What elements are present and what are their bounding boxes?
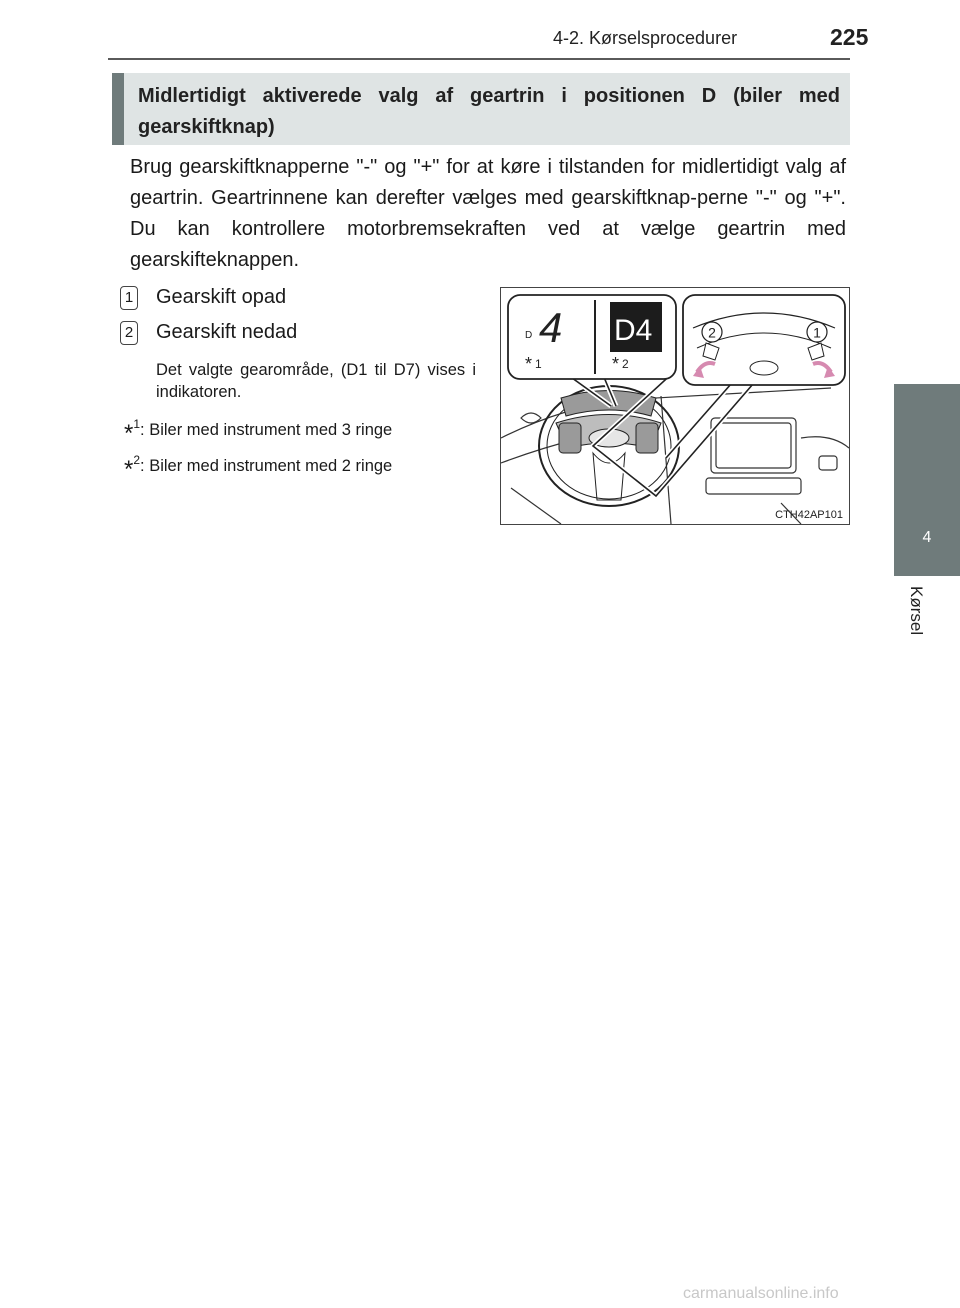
section-title: Midlertidigt aktiverede valg af geartrin i positionen D (biler med gearskiftknap) bbox=[138, 85, 840, 138]
footnote-text: : Biler med instrument med 2 ringe bbox=[140, 457, 393, 475]
gear-indicator-small-d: D bbox=[525, 330, 533, 341]
display-star: * bbox=[525, 354, 533, 374]
footnote-2 bbox=[124, 449, 392, 481]
footnote-text: : Biler med instrument med 3 ringe bbox=[140, 421, 393, 439]
section-heading-box bbox=[112, 73, 850, 145]
footnote-star: * bbox=[124, 456, 134, 483]
wheel-closeup-inset bbox=[683, 295, 845, 385]
page-number: 225 bbox=[830, 24, 869, 50]
callout-circle-1-label: 1 bbox=[813, 324, 821, 341]
footnote-number: 2 bbox=[133, 453, 141, 467]
left-paddle bbox=[559, 423, 581, 453]
dashboard-drawing bbox=[501, 288, 849, 524]
right-paddle bbox=[636, 423, 658, 453]
d4-display-text: D4 bbox=[614, 314, 653, 347]
callout-badge: 2 bbox=[120, 321, 138, 345]
gear-display-inset bbox=[508, 295, 676, 379]
callout-label: Gearskift opad bbox=[156, 286, 287, 308]
chapter-tab bbox=[894, 384, 960, 576]
callout-label: Gearskift nedad bbox=[156, 321, 298, 343]
chapter-tab-label: Kørsel bbox=[907, 586, 926, 636]
display-star-number: 1 bbox=[535, 357, 542, 371]
figure-code: CTH42AP101 bbox=[775, 509, 843, 521]
display-star-number: 2 bbox=[622, 357, 629, 371]
callout-badge: 1 bbox=[120, 286, 138, 310]
header-section-title: 4-2. Kørselsprocedurer bbox=[553, 28, 738, 48]
watermark: carmanualsonline.info bbox=[683, 1285, 839, 1302]
dashboard-illustration bbox=[500, 287, 850, 525]
chapter-tab-number: 4 bbox=[922, 529, 932, 546]
footnote-number: 1 bbox=[133, 417, 141, 431]
footnote-1 bbox=[124, 413, 392, 445]
header-divider bbox=[108, 58, 850, 60]
intro-paragraph: Brug gearskiftknapperne "-" og "+" for at køre i tilstanden for midlertidigt valg af geartrin. Geartrinnene kan derefter vælges med gearskiftknap-perne "-" og "+". Du kan kontrollere motorbremsekraften ved at vælge geartrin med gearskifteknappen. bbox=[130, 156, 846, 271]
note-text: Det valgte gearområde, (D1 til D7) vises i indikatoren. bbox=[156, 361, 476, 401]
footnote-star: * bbox=[124, 420, 134, 447]
display-star: * bbox=[612, 354, 620, 374]
callout-circle-2-label: 2 bbox=[708, 324, 716, 341]
gear-indicator-number: 4 bbox=[539, 304, 563, 351]
